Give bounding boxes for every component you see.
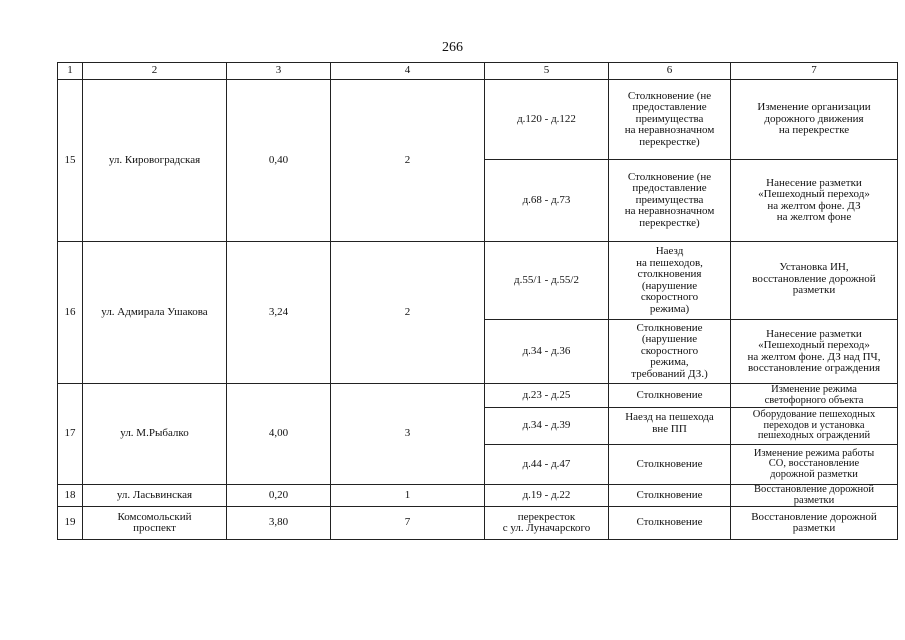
- road-section: д.44 - д.47: [485, 445, 609, 485]
- road-section: [485, 507, 609, 540]
- measures: [731, 445, 898, 485]
- accident-cause: [609, 320, 731, 384]
- text-line: Нанесение разметки: [766, 176, 862, 189]
- street-name: [83, 507, 227, 540]
- measures: [731, 384, 898, 408]
- text-line: на желтом фоне. ДЗ над ПЧ,: [747, 350, 881, 363]
- text-line: Изменение режима работы: [753, 447, 875, 459]
- incident-count: 2: [331, 242, 485, 384]
- road-section: д.23 - д.25: [485, 384, 609, 408]
- street-name: ул. Кировоградская: [83, 80, 227, 242]
- text-line: разметки: [792, 284, 836, 296]
- accident-cause: Столкновение: [609, 445, 731, 485]
- text-line: с ул. Луначарского: [502, 522, 591, 534]
- street-name: ул. Ласьвинская: [83, 485, 227, 507]
- row-number: 17: [58, 384, 83, 485]
- row-number: 19: [58, 507, 83, 540]
- text-line: на неравнозначном: [624, 205, 715, 218]
- incident-count: 1: [331, 485, 485, 507]
- text-line: Столкновение (не: [627, 170, 712, 183]
- street-length: 3,24: [227, 242, 331, 384]
- text-line: требований ДЗ.): [631, 367, 708, 380]
- text-line: Наезд на пешехода: [625, 411, 714, 423]
- text-line: преимущества: [635, 193, 704, 206]
- table-row: [58, 507, 898, 540]
- text-line: перекрестке): [639, 216, 700, 229]
- text-line: режима): [649, 302, 690, 315]
- text-line: пешеходных ограждений: [757, 430, 871, 442]
- text-line: Восстановление дорожной: [754, 484, 874, 495]
- text-line: проспект: [133, 522, 176, 534]
- measures: [731, 485, 898, 507]
- measures: [731, 320, 898, 384]
- text-line: дорожного движения: [764, 112, 864, 125]
- road-section: д.34 - д.39: [485, 408, 609, 445]
- accident-cause: [609, 80, 731, 160]
- text-line: на желтом фоне. ДЗ: [767, 199, 861, 212]
- road-section: д.68 - д.73: [485, 160, 609, 242]
- road-section: д.34 - д.36: [485, 320, 609, 384]
- text-line: Столкновение (не: [627, 89, 712, 102]
- road-safety-table: [57, 62, 898, 540]
- row-number: 16: [58, 242, 83, 384]
- accident-cause: [609, 408, 731, 445]
- text-line: на перекрестке: [778, 124, 850, 137]
- measures: [731, 80, 898, 160]
- accident-cause: Столкновение: [609, 485, 731, 507]
- text-line: переходов и установка: [763, 419, 865, 431]
- header-cell: 6: [609, 63, 731, 80]
- table-row: [58, 485, 898, 507]
- text-line: столкновения: [637, 268, 702, 280]
- text-line: «Пешеходный переход»: [758, 339, 870, 351]
- text-line: Нанесение разметки: [766, 327, 862, 340]
- accident-cause: [609, 160, 731, 242]
- incident-count: 7: [331, 507, 485, 540]
- text-line: Оборудование пешеходных: [752, 409, 876, 421]
- header-cell: 1: [58, 63, 83, 80]
- incident-count: 2: [331, 80, 485, 242]
- accident-cause: Столкновение: [609, 384, 731, 408]
- street-name: ул. М.Рыбалко: [83, 384, 227, 485]
- text-line: светофорного объекта: [764, 394, 864, 406]
- text-line: вне ПП: [652, 422, 687, 435]
- street-name: ул. Адмирала Ушакова: [83, 242, 227, 384]
- street-length: 3,80: [227, 507, 331, 540]
- text-line: (нарушение: [641, 333, 698, 346]
- road-section: д.55/1 - д.55/2: [485, 242, 609, 320]
- page-number: 266: [442, 40, 463, 55]
- text-line: Установка ИН,: [779, 261, 849, 273]
- accident-cause: Столкновение: [609, 507, 731, 540]
- text-line: Столкновение: [636, 321, 703, 334]
- text-line: Наезд: [655, 245, 684, 257]
- text-line: предоставление: [632, 182, 707, 195]
- measures: [731, 408, 898, 445]
- table-row: [58, 242, 898, 320]
- text-line: Изменение режима: [771, 384, 857, 395]
- text-line: на пешеходов,: [636, 256, 703, 269]
- header-cell: 3: [227, 63, 331, 80]
- text-line: Восстановление дорожной: [751, 510, 877, 523]
- text-line: предоставление: [632, 101, 707, 114]
- text-line: режима,: [650, 356, 689, 369]
- text-line: «Пешеходный переход»: [758, 188, 870, 200]
- text-line: Изменение организации: [757, 101, 871, 114]
- measures: [731, 160, 898, 242]
- incident-count: 3: [331, 384, 485, 485]
- road-section: д.120 - д.122: [485, 80, 609, 160]
- text-line: скоростного: [640, 344, 699, 357]
- accident-cause: [609, 242, 731, 320]
- text-line: восстановление ограждения: [748, 362, 880, 374]
- header-cell: 7: [731, 63, 898, 80]
- header-cell: 4: [331, 63, 485, 80]
- text-line: перекресток: [517, 510, 576, 523]
- header-cell: 5: [485, 63, 609, 80]
- street-length: 0,40: [227, 80, 331, 242]
- text-line: преимущества: [635, 112, 704, 125]
- street-length: 4,00: [227, 384, 331, 485]
- text-line: перекрестке): [639, 135, 700, 148]
- table-row: [58, 384, 898, 408]
- text-line: скоростного: [640, 291, 699, 303]
- text-line: на неравнозначном: [624, 124, 715, 137]
- measures: [731, 507, 898, 540]
- row-number: 15: [58, 80, 83, 242]
- text-line: дорожной разметки: [770, 468, 858, 480]
- text-line: СО, восстановление: [768, 458, 860, 470]
- header-row: [58, 63, 898, 80]
- street-length: 0,20: [227, 485, 331, 507]
- row-number: 18: [58, 485, 83, 507]
- text-line: на желтом фоне: [776, 211, 852, 223]
- text-line: разметки: [793, 494, 835, 506]
- text-line: восстановление дорожной: [752, 272, 876, 285]
- table-row: [58, 80, 898, 160]
- text-line: Комсомольский: [117, 510, 192, 523]
- text-line: (нарушение: [641, 279, 698, 292]
- text-line: разметки: [792, 522, 836, 534]
- measures: [731, 242, 898, 320]
- road-section: д.19 - д.22: [485, 485, 609, 507]
- header-cell: 2: [83, 63, 227, 80]
